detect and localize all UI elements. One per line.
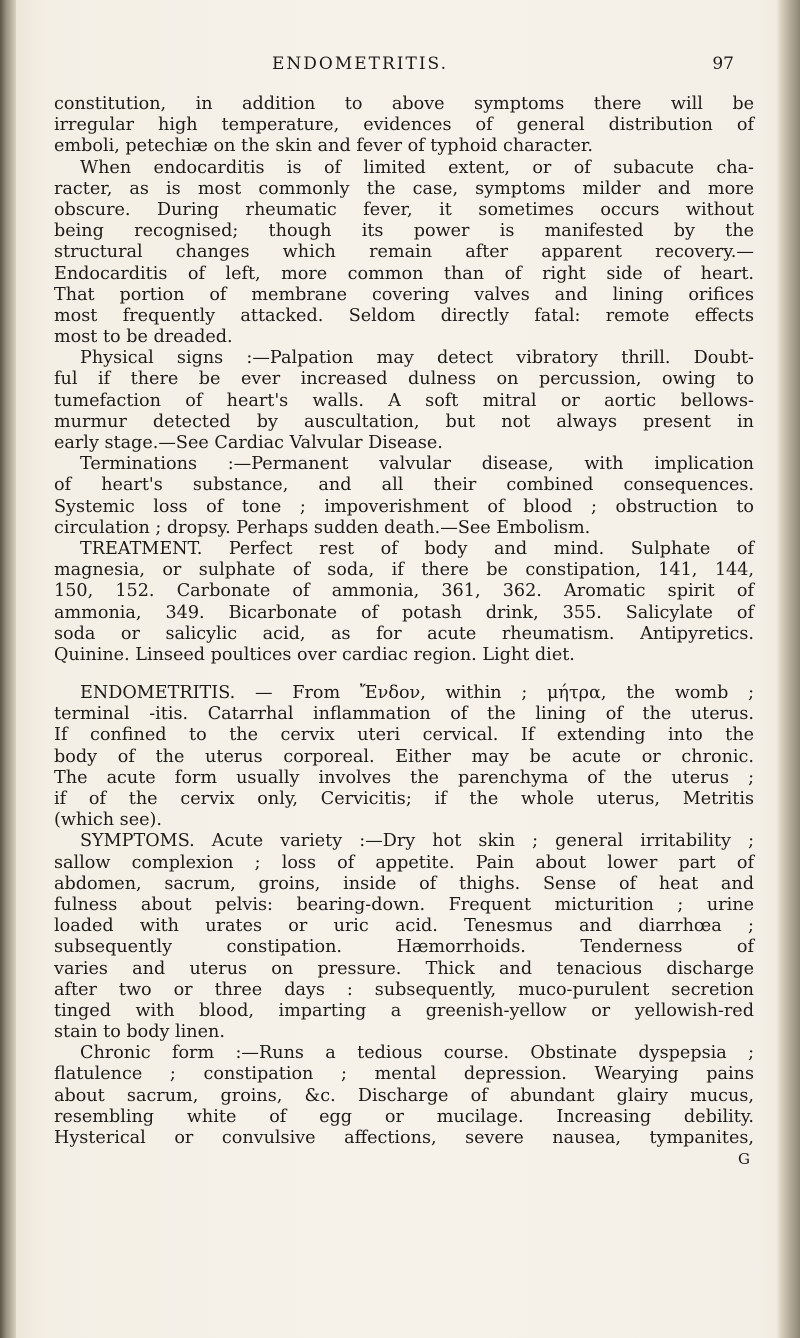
text-line: When endocarditis is of limited extent, or of subacute cha- [80, 157, 754, 178]
text-line: tumefaction of heart's walls. A soft mitral or aortic bellows- [54, 390, 754, 411]
text-line: Chronic form :—Runs a tedious course. Obstinate dyspepsia ; [80, 1043, 754, 1064]
body-text [54, 94, 754, 1170]
text-line: emboli, petechiæ on the skin and fever of typhoid character. [54, 136, 593, 157]
text-line: about sacrum, groins, &c. Discharge of abundant glairy mucus, [54, 1085, 754, 1106]
text-line: soda or salicylic acid, as for acute rheumatism. Antipyretics. [54, 623, 754, 644]
text-line: murmur detected by auscultation, but not always present in [54, 411, 754, 432]
running-title: ENDOMETRITIS. [271, 54, 449, 74]
text-line: loaded with urates or uric acid. Tenesmus and diarrhœa ; [54, 916, 754, 937]
text-line: circulation ; dropsy. Perhaps sudden death.—See Embolism. [54, 517, 591, 538]
text-line: TREATMENT. Perfect rest of body and mind. Sulphate of [80, 538, 754, 559]
text-line: ammonia, 349. Bicarbonate of potash drink, 355. Salicylate of [54, 602, 754, 623]
page-edge-shadow [776, 0, 800, 1338]
text-line: ful if there be ever increased dulness on percussion, owing to [54, 369, 754, 390]
page-number: 97 [712, 54, 734, 74]
text-line: The acute form usually involves the parenchyma of the uterus ; [54, 767, 754, 788]
text-line: most to be dreaded. [54, 327, 233, 348]
text-line: if of the cervix only, Cervicitis; if the whole uterus, Metritis [54, 789, 754, 809]
text-line: Physical signs :—Palpation may detect vibratory thrill. Doubt- [80, 348, 754, 369]
text-line: abdomen, sacrum, groins, inside of thighs. Sense of heat and [54, 873, 754, 894]
text-line: flatulence ; constipation ; mental depression. Wearying pains [54, 1064, 754, 1085]
text-line: varies and uterus on pressure. Thick and tenacious discharge [54, 958, 754, 979]
text-line: Systemic loss of tone ; impoverishment of blood ; obstruction to [54, 496, 754, 517]
text-line: structural changes which remain after apparent recovery.— [54, 242, 754, 263]
text-line: Quinine. Linseed poultices over cardiac region. Light diet. [54, 644, 575, 665]
text-line: early stage.—See Cardiac Valvular Disease. [54, 433, 443, 453]
text-line: 150, 152. Carbonate of ammonia, 361, 362. Aromatic spirit of [54, 581, 754, 602]
text-line: irregular high temperature, evidences of general distribution of [54, 115, 754, 136]
text-line: tinged with blood, imparting a greenish-yellow or yellowish-red [54, 1000, 754, 1021]
text-line: If confined to the cervix uteri cervical. If extending into the [54, 725, 754, 746]
text-line: most frequently attacked. Seldom directly fatal: remote effects [54, 305, 754, 326]
text-line: terminal -itis. Catarrhal inflammation of the lining of the uterus. [54, 704, 754, 725]
page-binding-shadow [0, 0, 16, 1338]
running-head [0, 54, 800, 80]
text-line: obscure. During rheumatic fever, it sometimes occurs without [54, 199, 754, 220]
text-line: That portion of membrane covering valves and lining orifices [54, 284, 754, 305]
text-line: body of the uterus corporeal. Either may be acute or chronic. [54, 746, 754, 767]
entry-heading-line: ENDOMETRITIS. — From Ἔνδον, within ; μήτρα, the womb ; [80, 683, 754, 704]
text-line: stain to body linen. [54, 1022, 225, 1043]
text-line: after two or three days : subsequently, muco-purulent secretion [54, 979, 754, 1000]
text-line: sallow complexion ; loss of appetite. Pain about lower part of [54, 852, 754, 873]
text-line: being recognised; though its power is manifested by the [54, 221, 754, 242]
text-line: fulness about pelvis: bearing-down. Frequent micturition ; urine [54, 894, 754, 915]
section-gap [54, 666, 754, 683]
text-line: Hysterical or convulsive affections, severe nausea, tympanites, [54, 1128, 754, 1148]
text-line: resembling white of egg or mucilage. Increasing debility. [54, 1106, 754, 1127]
text-line: SYMPTOMS. Acute variety :—Dry hot skin ; general irritability ; [80, 831, 754, 852]
text-line: Terminations :—Permanent valvular disease, with implication [80, 454, 754, 475]
text-line: subsequently constipation. Hæmorrhoids. Tenderness of [54, 937, 754, 958]
signature-mark: G [738, 1150, 750, 1169]
text-line: Endocarditis of left, more common than of right side of heart. [54, 263, 754, 284]
text-line: constitution, in addition to above symptoms there will be [54, 94, 754, 114]
text-line: (which see). [54, 810, 162, 831]
text-line: of heart's substance, and all their combined consequences. [54, 475, 754, 496]
text-line: racter, as is most commonly the case, symptoms milder and more [54, 178, 754, 199]
text-line: magnesia, or sulphate of soda, if there be constipation, 141, 144, [54, 560, 754, 581]
